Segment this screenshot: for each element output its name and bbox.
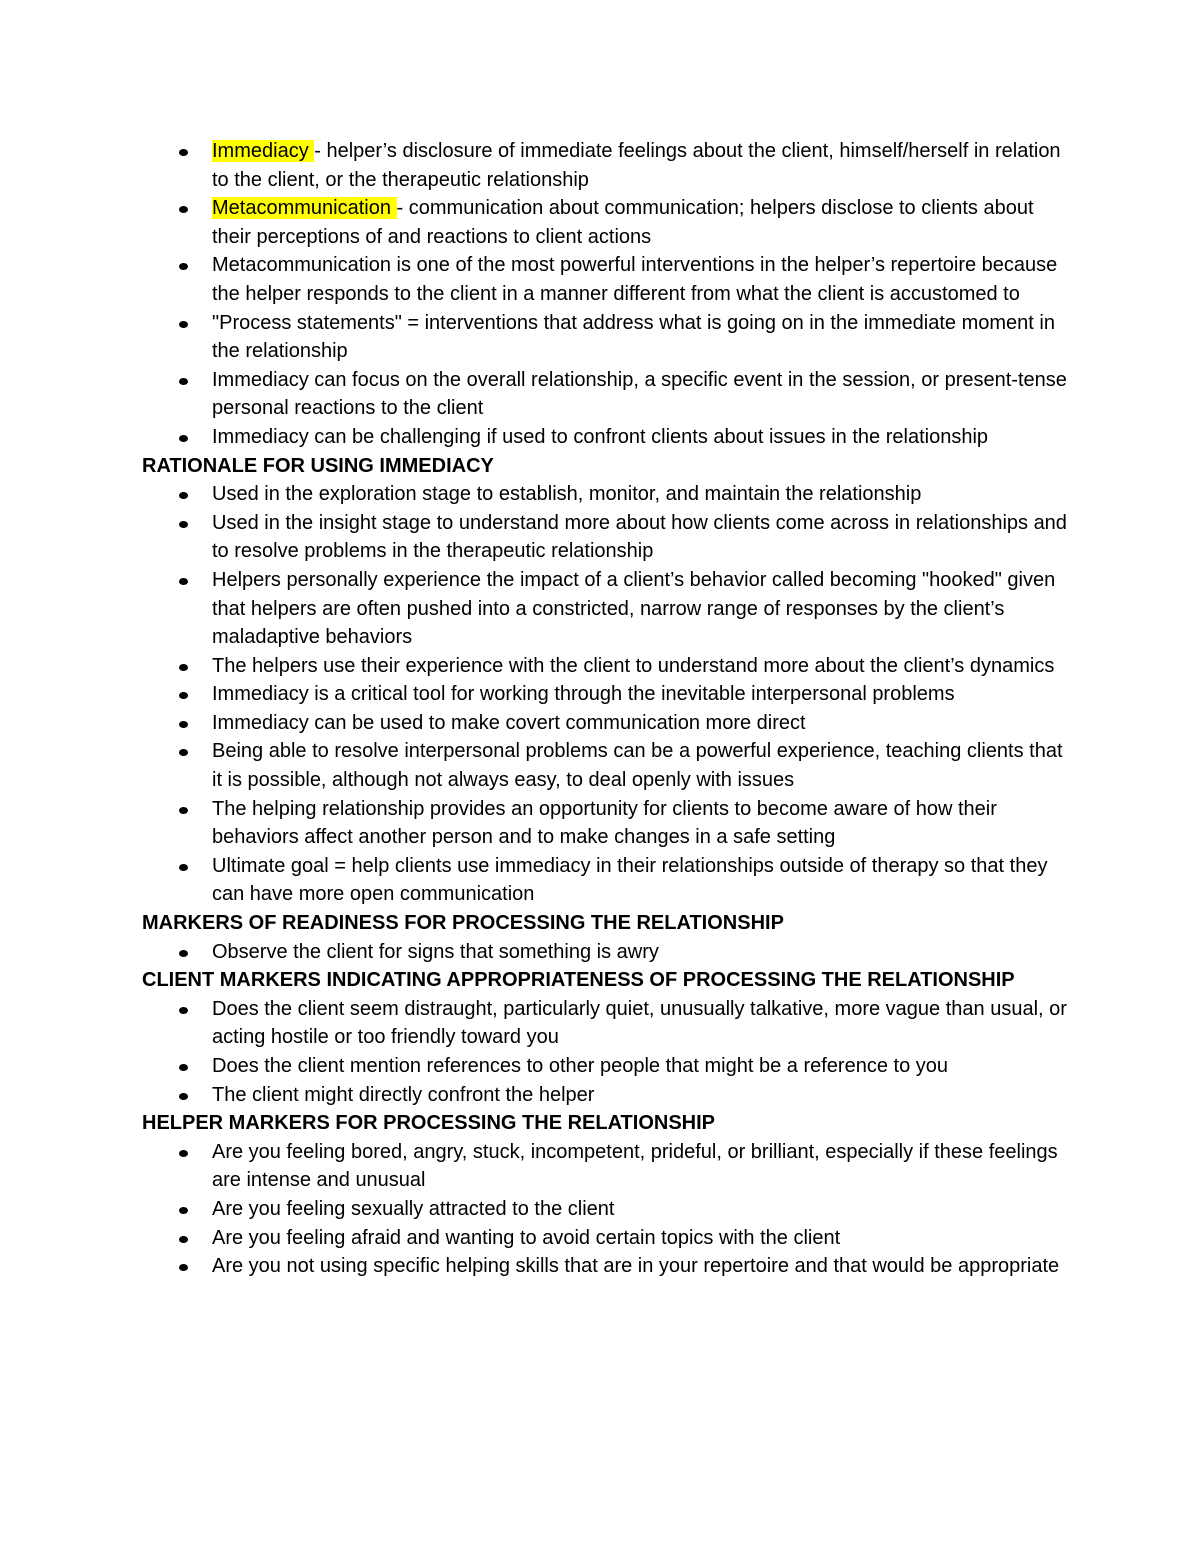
- helper-markers-list: [142, 1138, 1070, 1281]
- list-item-text: Used in the insight stage to understand more about how clients come across in relationships and to resolve problems in the therapeutic relationship: [212, 511, 1067, 563]
- list-item: [212, 852, 1070, 909]
- bullet-icon: [179, 206, 188, 213]
- intro-section: [142, 137, 1070, 452]
- bullet-icon: [179, 950, 188, 957]
- list-item: [212, 1138, 1070, 1195]
- bullet-icon: [179, 1150, 188, 1157]
- rationale-list: [142, 480, 1070, 909]
- list-item: [212, 995, 1070, 1052]
- section-heading: MARKERS OF READINESS FOR PROCESSING THE RELATIONSHIP: [142, 912, 784, 935]
- list-item-text: Ultimate goal = help clients use immediacy in their relationships outside of therapy so that they can have more open communication: [212, 854, 1048, 906]
- list-item-text: The client might directly confront the helper: [212, 1083, 595, 1106]
- bullet-icon: [179, 1093, 188, 1100]
- bullet-icon: [179, 149, 188, 156]
- list-item: [212, 309, 1070, 366]
- bullet-icon: [179, 692, 188, 699]
- list-item-text: Used in the exploration stage to establish, monitor, and maintain the relationship: [212, 483, 922, 506]
- list-item: [212, 1081, 1070, 1110]
- bullet-icon: [179, 578, 188, 585]
- bullet-icon: [179, 721, 188, 728]
- list-item: [212, 194, 1070, 251]
- list-item-text: Immediacy can focus on the overall relationship, a specific event in the session, or present-tense personal reactions to the client: [212, 368, 1067, 420]
- list-item: [212, 566, 1070, 652]
- list-item: [212, 795, 1070, 852]
- readiness-section: [142, 909, 1070, 966]
- list-item: [212, 423, 1070, 452]
- bullet-icon: [179, 321, 188, 328]
- list-item-text: - communication about communication; helpers disclose to clients about their perceptions of and reactions to client actions: [212, 197, 1034, 248]
- bullet-icon: [179, 263, 188, 270]
- list-item-text: Are you feeling sexually attracted to the client: [212, 1197, 615, 1220]
- list-item: [212, 652, 1070, 681]
- highlighted-term: Metacommunication: [212, 197, 397, 220]
- list-item: [212, 137, 1070, 194]
- rationale-section: [142, 452, 1070, 910]
- bullet-icon: [179, 378, 188, 385]
- bullet-icon: [179, 807, 188, 814]
- list-item: [212, 251, 1070, 308]
- list-item-text: Are you feeling afraid and wanting to avoid certain topics with the client: [212, 1226, 841, 1249]
- list-item: [212, 938, 1070, 967]
- list-item: [212, 1195, 1070, 1224]
- list-item-text: Immediacy can be used to make covert communication more direct: [212, 711, 806, 734]
- bullet-icon: [179, 664, 188, 671]
- list-item: [212, 480, 1070, 509]
- readiness-list: [142, 938, 1070, 967]
- list-item-text: Immediacy can be challenging if used to confront clients about issues in the relationship: [212, 425, 989, 448]
- list-item: [212, 509, 1070, 566]
- list-item-text: "Process statements" = interventions that address what is going on in the immediate moment in the relationship: [212, 311, 1055, 363]
- bullet-icon: [179, 749, 188, 756]
- list-item: [212, 1052, 1070, 1081]
- list-item: [212, 680, 1070, 709]
- section-heading: CLIENT MARKERS INDICATING APPROPRIATENESS OF PROCESSING THE RELATIONSHIP: [142, 969, 1015, 992]
- list-item-text: - helper’s disclosure of immediate feelings about the client, himself/herself in relation to the client, or the therapeutic relationship: [212, 140, 1061, 191]
- bullet-icon: [179, 864, 188, 871]
- bullet-icon: [179, 1007, 188, 1014]
- list-item-text: Are you feeling bored, angry, stuck, incompetent, prideful, or brilliant, especially if these feelings are intense and unusual: [212, 1140, 1058, 1192]
- intro-list: [142, 137, 1070, 452]
- list-item-text: The helpers use their experience with the client to understand more about the client’s dynamics: [212, 654, 1055, 677]
- list-item: [212, 1252, 1070, 1281]
- list-item-text: Immediacy is a critical tool for working through the inevitable interpersonal problems: [212, 683, 955, 706]
- section-heading: RATIONALE FOR USING IMMEDIACY: [142, 454, 494, 477]
- bullet-icon: [179, 435, 188, 442]
- section-heading: HELPER MARKERS FOR PROCESSING THE RELATIONSHIP: [142, 1112, 716, 1135]
- list-item: [212, 709, 1070, 738]
- list-item-text: Observe the client for signs that something is awry: [212, 940, 659, 963]
- list-item-text: Are you not using specific helping skills that are in your repertoire and that would be appropriate: [212, 1255, 1060, 1278]
- list-item: [212, 737, 1070, 794]
- bullet-icon: [179, 492, 188, 499]
- list-item-text: Does the client seem distraught, particularly quiet, unusually talkative, more vague than usual, or acting hostile or too friendly toward you: [212, 997, 1067, 1049]
- list-item-text: Metacommunication is one of the most powerful interventions in the helper’s repertoire because the helper responds to the client in a manner different from what the client is accustomed to: [212, 254, 1058, 305]
- client-markers-section: [142, 966, 1070, 1109]
- list-item-text: Helpers personally experience the impact of a client’s behavior called becoming "hooked" given that helpers are often pushed into a constricted, narrow range of responses by the client’s maladaptive behaviors: [212, 568, 1056, 649]
- helper-markers-section: [142, 1109, 1070, 1281]
- list-item-text: Being able to resolve interpersonal problems can be a powerful experience, teaching clients that it is possible, although not always easy, to deal openly with issues: [212, 740, 1063, 792]
- highlighted-term: Immediacy: [212, 140, 315, 162]
- client-markers-list: [142, 995, 1070, 1109]
- list-item-text: The helping relationship provides an opportunity for clients to become aware of how their behaviors affect another person and to make changes in a safe setting: [212, 797, 997, 849]
- bullet-icon: [179, 1064, 188, 1071]
- bullet-icon: [179, 1264, 188, 1271]
- list-item-text: Does the client mention references to other people that might be a reference to you: [212, 1055, 948, 1077]
- bullet-icon: [179, 1207, 188, 1214]
- bullet-icon: [179, 1236, 188, 1243]
- list-item: [212, 1224, 1070, 1253]
- bullet-icon: [179, 521, 188, 528]
- list-item: [212, 366, 1070, 423]
